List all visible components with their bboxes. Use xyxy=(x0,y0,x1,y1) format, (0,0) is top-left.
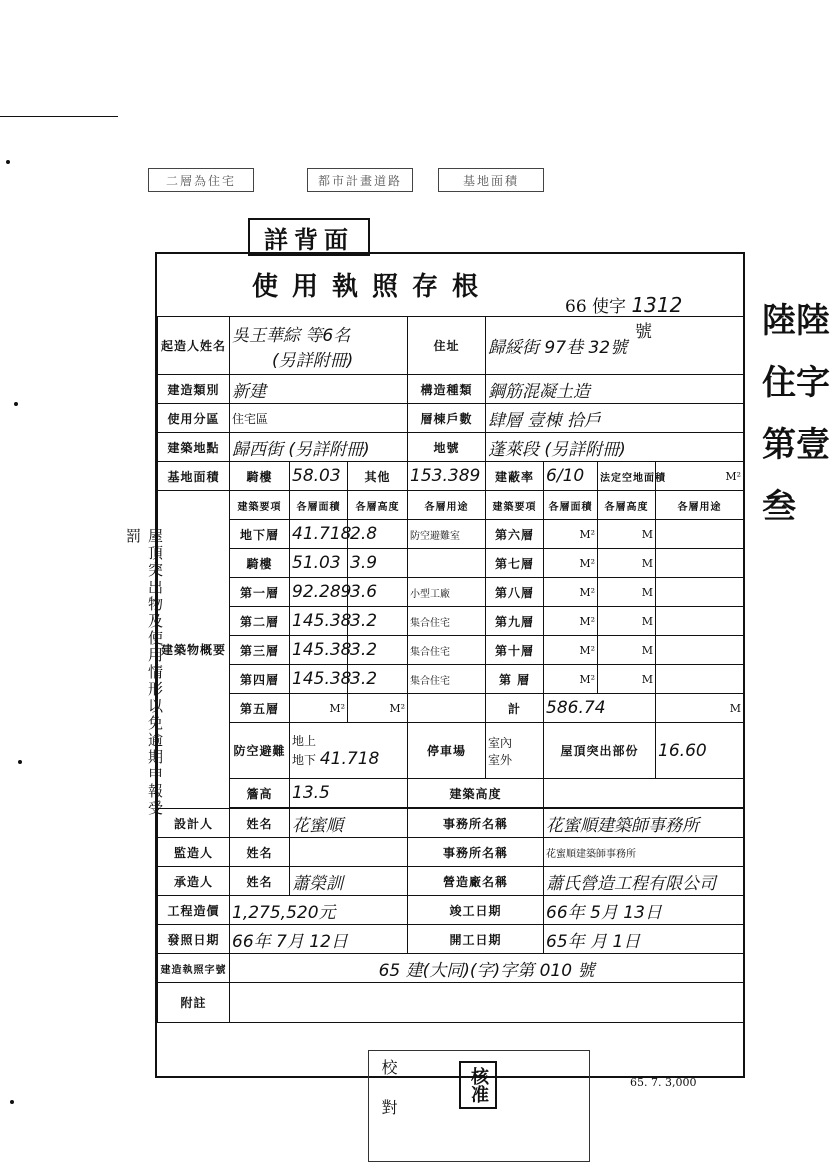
office-label: 事務所名稱 xyxy=(408,838,544,867)
col-item-2: 建築要項 xyxy=(486,491,544,520)
total-value: 586.74 xyxy=(544,694,656,723)
shelter-label: 防空避難 xyxy=(230,723,290,779)
completion-value: 66年 5月 13日 xyxy=(544,896,744,925)
margin-dot xyxy=(6,160,10,164)
site-area-label: 基地面積 xyxy=(158,462,230,491)
office-value: 花蜜順建築師事務所 xyxy=(544,809,744,838)
name-label: 姓名 xyxy=(230,809,290,838)
supervisor-office: 花蜜順建築師事務所 xyxy=(544,838,744,867)
col-height-2: 各層高度 xyxy=(598,491,656,520)
floor-use: 集合住宅 xyxy=(408,607,486,636)
floor-name-right: 第七層 xyxy=(486,549,544,578)
col-area-2: 各層面積 xyxy=(544,491,598,520)
building-height-label: 建築高度 xyxy=(408,779,544,808)
floor-row xyxy=(158,549,744,578)
other-label: 其他 xyxy=(348,462,408,491)
start-date-value: 65年 月 1日 xyxy=(544,925,744,954)
eave-label: 簷高 xyxy=(230,779,290,808)
use-zone-value: 住宅區 xyxy=(230,404,408,433)
contractor-label: 承造人 xyxy=(158,867,230,896)
open-space-label: 法定空地面積 xyxy=(598,462,656,491)
building-permit-label: 建造執照字號 xyxy=(158,954,230,983)
unit: M xyxy=(656,694,744,723)
floor-area: 92.289 xyxy=(290,578,348,607)
factory-value: 蕭氏營造工程有限公司 xyxy=(544,867,744,896)
permit-table xyxy=(157,316,744,1023)
col-use-2: 各層用途 xyxy=(656,491,744,520)
top-stamp-2: 都市計畫道路 xyxy=(307,168,413,192)
remarks-label: 附註 xyxy=(158,983,230,1023)
roof-label: 屋頂突出部份 xyxy=(544,723,656,779)
building-permit-value: 65 建(大同)(字)字第 010 號 xyxy=(230,954,744,983)
footer-stamp xyxy=(368,1050,590,1162)
unit: M² xyxy=(544,607,598,636)
top-rule xyxy=(0,116,118,117)
completion-label: 竣工日期 xyxy=(408,896,544,925)
arcade-area: 58.03 xyxy=(290,462,348,491)
permit-number: 66 使字 1312 號 xyxy=(565,293,683,342)
issue-date-value: 66年 7月 12日 xyxy=(230,925,408,954)
floor-height: 3.2 xyxy=(348,665,408,694)
col-item: 建築要項 xyxy=(230,491,290,520)
margin-dot xyxy=(18,760,22,764)
unit: M xyxy=(598,636,656,665)
top-stamp-3: 基地面積 xyxy=(438,168,544,192)
builder-value: 吳王華綜 等6名 (另詳附冊) xyxy=(230,317,408,375)
remarks-value xyxy=(230,983,744,1023)
floor-height: 3.9 xyxy=(348,549,408,578)
floor-name: 第二層 xyxy=(230,607,290,636)
roof-value: 16.60 xyxy=(656,723,744,779)
floor-name: 第五層 xyxy=(230,694,290,723)
site-address-value: 歸西街 (另詳附冊) xyxy=(230,433,408,462)
lot-value: 蓬萊段 (另詳附冊) xyxy=(486,433,744,462)
designer-name: 花蜜順 xyxy=(290,809,408,838)
coverage-label: 建蔽率 xyxy=(486,462,544,491)
floor-area: 41.718 xyxy=(290,520,348,549)
floor-row xyxy=(158,636,744,665)
permit-form xyxy=(155,252,745,1078)
category-label: 建造類別 xyxy=(158,375,230,404)
unit: M² xyxy=(290,694,348,723)
building-summary-label: 建築物概要 xyxy=(158,491,230,809)
factory-label: 營造廠名稱 xyxy=(408,867,544,896)
floor-name: 騎樓 xyxy=(230,549,290,578)
floor-name-right: 第八層 xyxy=(486,578,544,607)
unit: M xyxy=(598,665,656,694)
floor-use xyxy=(408,549,486,578)
detail-back-label: 詳背面 xyxy=(248,218,370,256)
floor-row xyxy=(158,578,744,607)
eave-value: 13.5 xyxy=(290,779,408,808)
use-zone-label: 使用分區 xyxy=(158,404,230,433)
coverage-value: 6/10 xyxy=(544,462,598,491)
name-label: 姓名 xyxy=(230,867,290,896)
floor-name-right: 第六層 xyxy=(486,520,544,549)
unit: M² xyxy=(544,578,598,607)
approval-stamp: 核准 xyxy=(459,1061,497,1109)
floor-height: 3.6 xyxy=(348,578,408,607)
floor-use: 集合住宅 xyxy=(408,636,486,665)
floor-use: 集合住宅 xyxy=(408,665,486,694)
builder-label: 起造人姓名 xyxy=(158,317,230,375)
start-date-label: 開工日期 xyxy=(408,925,544,954)
unit: M² xyxy=(544,549,598,578)
margin-dot xyxy=(14,402,18,406)
contractor-name: 蕭榮訓 xyxy=(290,867,408,896)
floor-name-right: 第十層 xyxy=(486,636,544,665)
structure-label: 構造種類 xyxy=(408,375,486,404)
floor-name-right: 第九層 xyxy=(486,607,544,636)
office-label: 事務所名稱 xyxy=(408,809,544,838)
floor-height: 3.2 xyxy=(348,607,408,636)
structure-value: 鋼筋混凝土造 xyxy=(486,375,744,404)
unit: M xyxy=(598,549,656,578)
floor-use: 防空避難室 xyxy=(408,520,486,549)
total-label: 計 xyxy=(486,694,544,723)
floor-name: 第四層 xyxy=(230,665,290,694)
floor-name: 第三層 xyxy=(230,636,290,665)
unit: M² xyxy=(544,665,598,694)
corner-stamp xyxy=(487,254,737,282)
unit: M xyxy=(598,520,656,549)
floor-area: 145.38 xyxy=(290,607,348,636)
unit: M² xyxy=(544,520,598,549)
print-code: 65. 7. 3,000 xyxy=(630,1076,697,1089)
unit: M² xyxy=(544,636,598,665)
floor-name: 第一層 xyxy=(230,578,290,607)
designer-label: 設計人 xyxy=(158,809,230,838)
site-label: 建築地點 xyxy=(158,433,230,462)
parking-label: 停車場 xyxy=(408,723,486,779)
margin-dot xyxy=(10,1100,14,1104)
floor-area: 145.38 xyxy=(290,636,348,665)
issue-date-label: 發照日期 xyxy=(158,925,230,954)
unit: M xyxy=(598,578,656,607)
category-value: 新建 xyxy=(230,375,408,404)
unit: M xyxy=(598,607,656,636)
floor-row xyxy=(158,520,744,549)
floor-area: 51.03 xyxy=(290,549,348,578)
floor-name: 地下層 xyxy=(230,520,290,549)
lot-label: 地號 xyxy=(408,433,486,462)
floor-area: 145.38 xyxy=(290,665,348,694)
check-label: 校對 xyxy=(379,1059,398,1139)
col-use: 各層用途 xyxy=(408,491,486,520)
floor-row xyxy=(158,694,744,723)
address-label: 住址 xyxy=(408,317,486,375)
col-area: 各層面積 xyxy=(290,491,348,520)
cost-label: 工程造價 xyxy=(158,896,230,925)
floor-row xyxy=(158,607,744,636)
floor-height: 2.8 xyxy=(348,520,408,549)
supervisor-label: 監造人 xyxy=(158,838,230,867)
floors-count-label: 層棟戶數 xyxy=(408,404,486,433)
floor-name-right: 第 層 xyxy=(486,665,544,694)
parking-values: 室內 室外 xyxy=(486,723,544,779)
address-value: 歸綏街 97巷 32號 xyxy=(486,317,744,375)
arcade-label: 騎樓 xyxy=(230,462,290,491)
top-stamp-1: 二層為住宅 xyxy=(148,168,254,192)
floor-use: 小型工廠 xyxy=(408,578,486,607)
col-height: 各層高度 xyxy=(348,491,408,520)
unit: M² xyxy=(348,694,408,723)
other-area: 153.389 xyxy=(408,462,486,491)
floor-height: 3.2 xyxy=(348,636,408,665)
name-label: 姓名 xyxy=(230,838,290,867)
form-title: 使用執照存根 xyxy=(252,272,493,302)
cost-value: 1,275,520元 xyxy=(230,896,408,925)
open-space-unit: M² xyxy=(656,462,744,491)
shelter-values: 地上 地下 41.718 xyxy=(290,723,408,779)
right-edge-text: 陸陸住字第壹叁 xyxy=(762,301,830,527)
floors-count-value: 肆層 壹棟 拾戶 xyxy=(486,404,744,433)
floor-row xyxy=(158,665,744,694)
left-margin-note: 屋頂突出物及使用情形以免逾期申報受罰 xyxy=(124,528,164,817)
